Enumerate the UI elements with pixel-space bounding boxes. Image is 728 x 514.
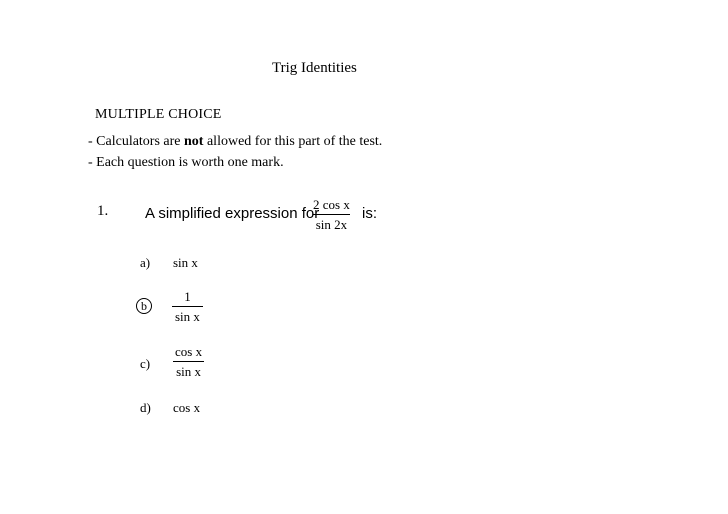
question-stem-suffix: is: (362, 205, 377, 222)
question-number: 1. (97, 203, 109, 219)
stem-denominator: sin 2x (313, 214, 350, 231)
option-d-letter[interactable]: d) (140, 400, 151, 415)
section-heading: MULTIPLE CHOICE (95, 107, 222, 122)
option-b-fraction (172, 290, 203, 323)
instruction-calculators (88, 134, 382, 150)
option-c-numerator: cos x (175, 344, 203, 359)
option-b-numerator: 1 (184, 289, 191, 304)
option-b-value (172, 289, 203, 323)
option-a-value: sin x (173, 255, 198, 270)
option-b-denominator: sin x (172, 306, 203, 323)
option-c-denominator: sin x (173, 361, 204, 378)
option-c-letter[interactable]: c) (140, 356, 151, 371)
instruction-calculators-suffix: allowed for this part of the test. (203, 134, 383, 149)
instruction-marks-clip (88, 155, 418, 169)
option-d-value: cos x (173, 400, 201, 415)
question-stem: A simplified expression for (145, 205, 320, 222)
option-c-fraction (172, 345, 205, 378)
page-title: Trig Identities (272, 60, 357, 76)
instruction-calculators-bold: not (184, 134, 204, 149)
stem-fraction (310, 198, 353, 231)
instruction-marks: - Each question is worth one mark. (88, 155, 284, 169)
option-c-value (172, 344, 205, 378)
instruction-calculators-prefix: - Calculators are (88, 134, 185, 149)
option-a-letter[interactable]: a) (140, 255, 151, 270)
option-b-selected-marker[interactable]: b (136, 298, 152, 314)
stem-numerator: 2 cos x (313, 197, 350, 212)
question-stem-fraction (310, 196, 353, 231)
